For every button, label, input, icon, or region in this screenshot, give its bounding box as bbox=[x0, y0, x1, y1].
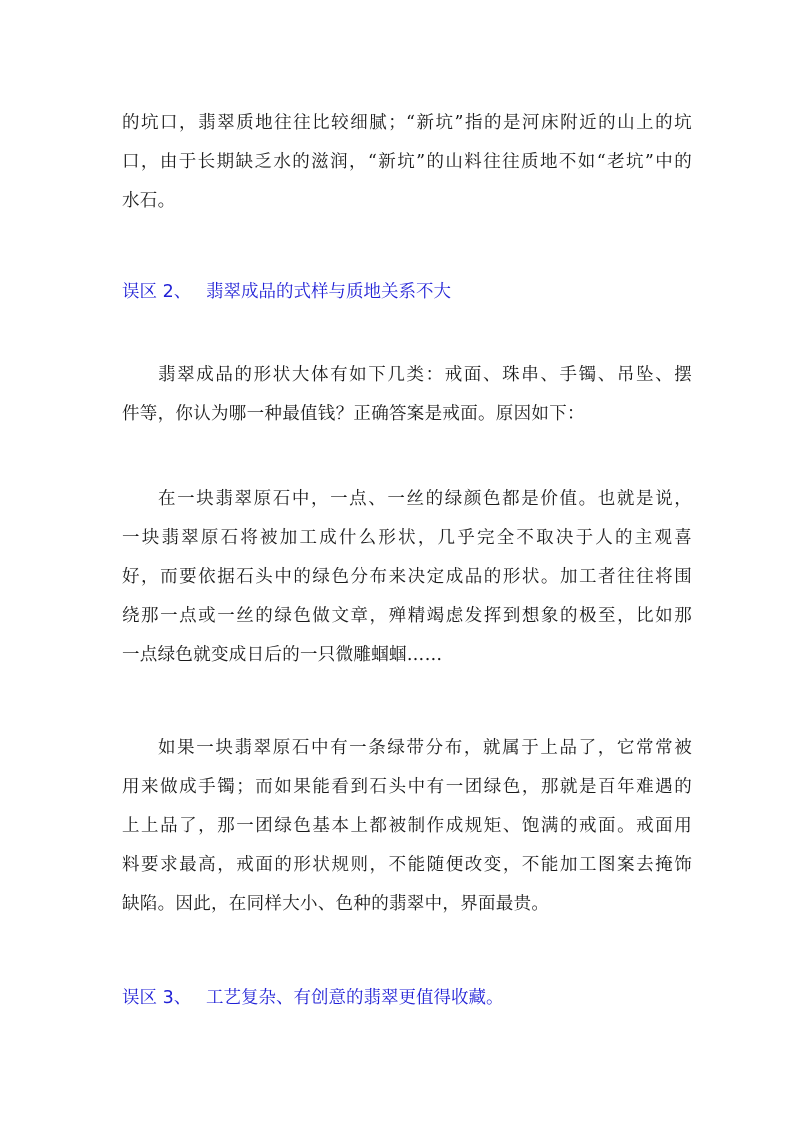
text-line: 好，而要依据石头中的绿色分布来决定成品的形状。加工者往往将围 bbox=[122, 567, 692, 587]
heading-number: 误区 2、 bbox=[122, 282, 192, 302]
text-line: 翡翠成品的形状大体有如下几类：戒面、珠串、手镯、吊坠、摆 bbox=[158, 365, 692, 385]
text-line: 一块翡翠原石将被加工成什么形状，几乎完全不取决于人的主观喜 bbox=[122, 528, 692, 548]
text-line: 水石。 bbox=[122, 191, 176, 211]
text-line: 缺陷。因此，在同样大小、色种的翡翠中，界面最贵。 bbox=[122, 894, 550, 914]
text-line: 上上品了，那一团绿色基本上都被制作成规矩、饱满的戒面。戒面用 bbox=[122, 816, 692, 836]
text-line: 的坑口，翡翠质地往往比较细腻；“新坑”指的是河床附近的山上的坑 bbox=[122, 113, 692, 133]
text-line: 一点绿色就变成日后的一只微雕蝈蝈…… bbox=[122, 645, 443, 665]
text-line: 如果一块翡翠原石中有一条绿带分布，就属于上品了，它常常被 bbox=[158, 738, 692, 758]
text-line: 绕那一点或一丝的绿色做文章，殚精竭虑发挥到想象的极至，比如那 bbox=[122, 606, 692, 626]
section-heading-3 bbox=[122, 983, 504, 1013]
text-line: 在一块翡翠原石中，一点、一丝的绿颜色都是价值。也就是说， bbox=[158, 489, 692, 509]
text-line: 用来做成手镯；而如果能看到石头中有一团绿色，那就是百年难遇的 bbox=[122, 777, 692, 797]
paragraph-product-shapes bbox=[122, 356, 692, 434]
heading-title: 翡翠成品的式样与质地关系不大 bbox=[206, 282, 451, 302]
paragraph-continuation bbox=[122, 104, 692, 221]
heading-number: 误区 3、 bbox=[122, 988, 192, 1008]
section-heading-2 bbox=[122, 277, 451, 307]
heading-title: 工艺复杂、有创意的翡翠更值得收藏。 bbox=[206, 988, 504, 1008]
text-line: 件等，你认为哪一种最值钱？正确答案是戒面。原因如下： bbox=[122, 404, 585, 424]
paragraph-ring-face bbox=[122, 729, 692, 924]
text-line: 口，由于长期缺乏水的滋润，“新坑”的山料往往质地不如“老坑”中的 bbox=[122, 152, 692, 172]
text-line: 料要求最高，戒面的形状规则，不能随便改变，不能加工图案去掩饰 bbox=[122, 855, 692, 875]
paragraph-green-value bbox=[122, 480, 692, 675]
